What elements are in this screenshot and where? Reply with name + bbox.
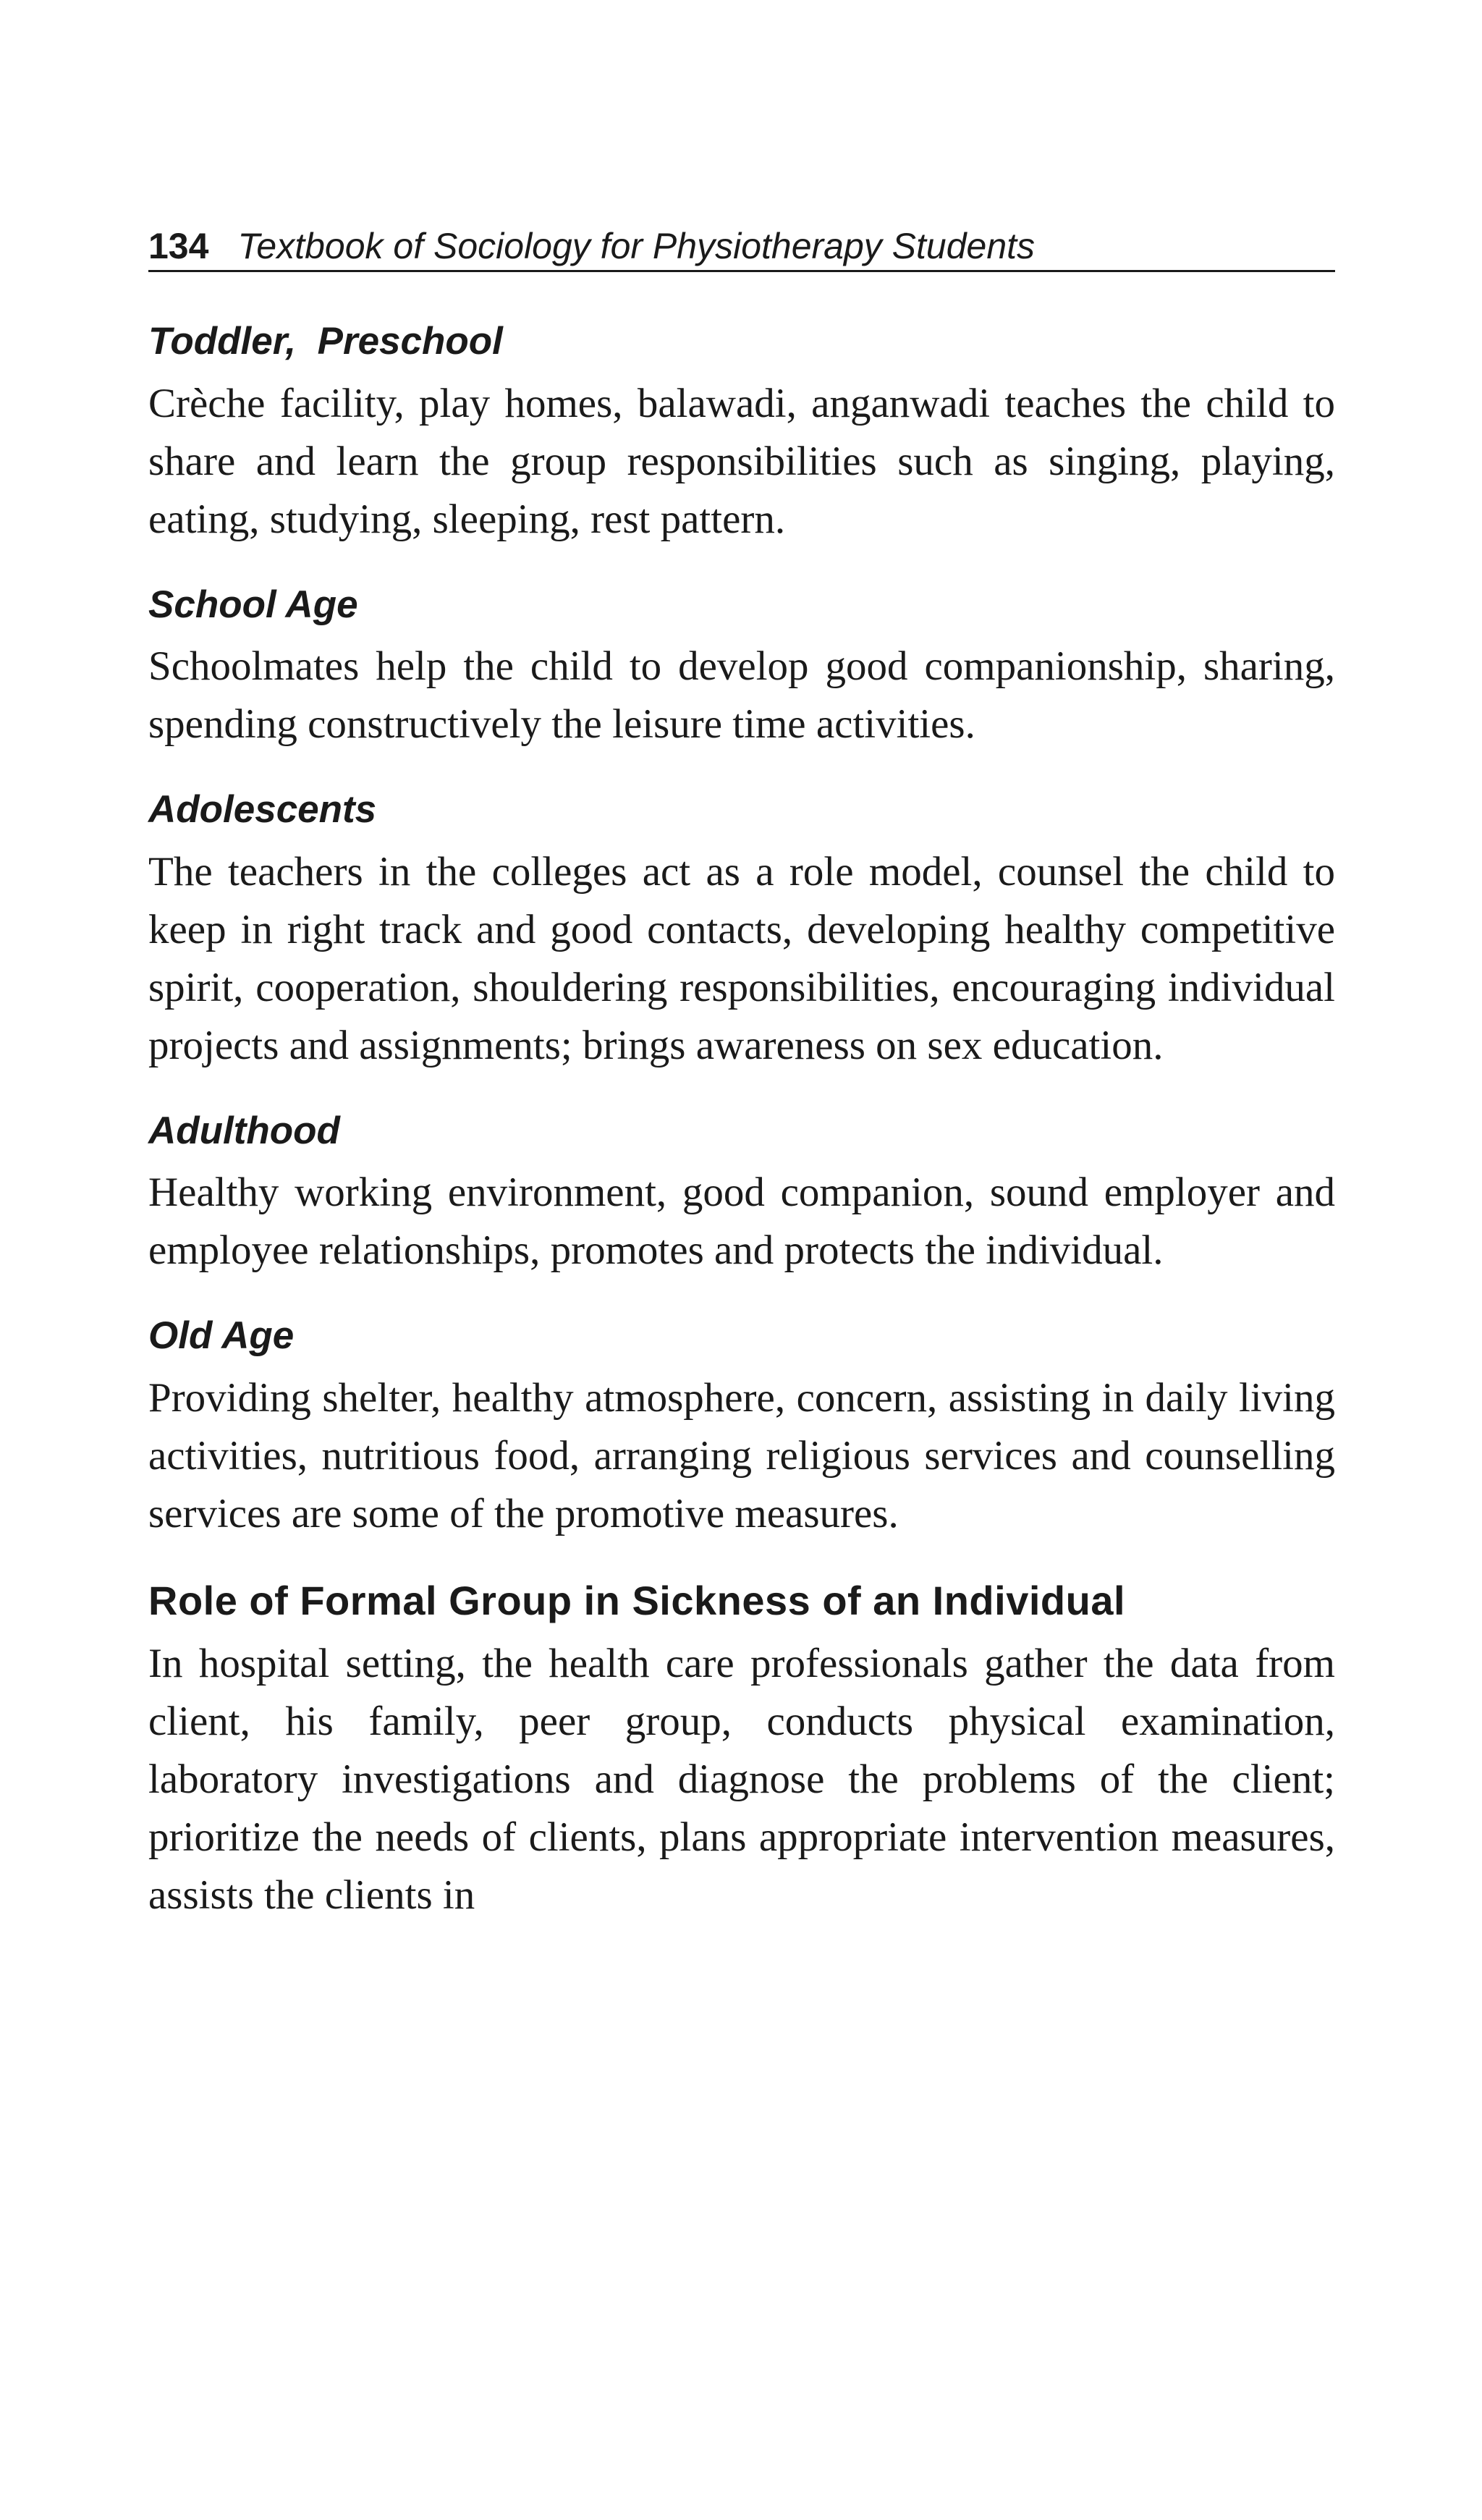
subheading-adolescents: Adolescents [148,788,377,832]
book-page [148,217,1335,1924]
heading-formal-group: Role of Formal Group in Sickness of an Individual [148,1577,1126,1623]
section-school-age [148,549,1335,754]
paragraph-adolescents: The teachers in the colleges act as a role model, counsel the child to keep in right track and good contacts, developing healthy competitive spirit, cooperation, shouldering responsibilities, encouraging individual projects and assignments; brings awareness on sex education. [148,848,1335,1068]
running-head [148,217,1335,272]
subheading-school-age: School Age [148,583,358,626]
paragraph-school-age: Schoolmates help the child to develop good companionship, sharing, spending constructively the leisure time activities. [148,643,1335,748]
subheading-old-age: Old Age [148,1314,295,1358]
paragraph-formal-group: In hospital setting, the health care professionals gather the data from client, his family, peer group, conducts physical examination, laboratory investigations and diagnose the problems of the client; prioritize the needs of clients, plans appropriate intervention measures, assists the clients in [148,1641,1335,1919]
section-toddler-preschool [148,272,1335,549]
paragraph-old-age: Providing shelter, healthy atmosphere, concern, assisting in daily living activities, nutritious food, arranging religious services and counselling services are some of the promotive measures. [148,1374,1335,1536]
section-adulthood [148,1075,1335,1280]
section-formal-group [148,1543,1335,1924]
paragraph-adulthood: Healthy working environment, good companion, sound employer and employee relationships, promotes and protects the individual. [148,1170,1335,1274]
section-adolescents [148,753,1335,1075]
subheading-toddler-preschool: Toddler, Preschool [148,320,503,363]
paragraph-toddler-preschool: Crèche facility, play homes, balawadi, anganwadi teaches the child to share and learn the group responsibilities such as singing, playing, eating, studying, sleeping, rest pattern. [148,380,1335,542]
page-number: 134 [148,226,209,266]
subheading-adulthood: Adulthood [148,1109,340,1152]
book-title: Textbook of Sociology for Physiotherapy Students [237,226,1036,266]
section-old-age [148,1280,1335,1543]
